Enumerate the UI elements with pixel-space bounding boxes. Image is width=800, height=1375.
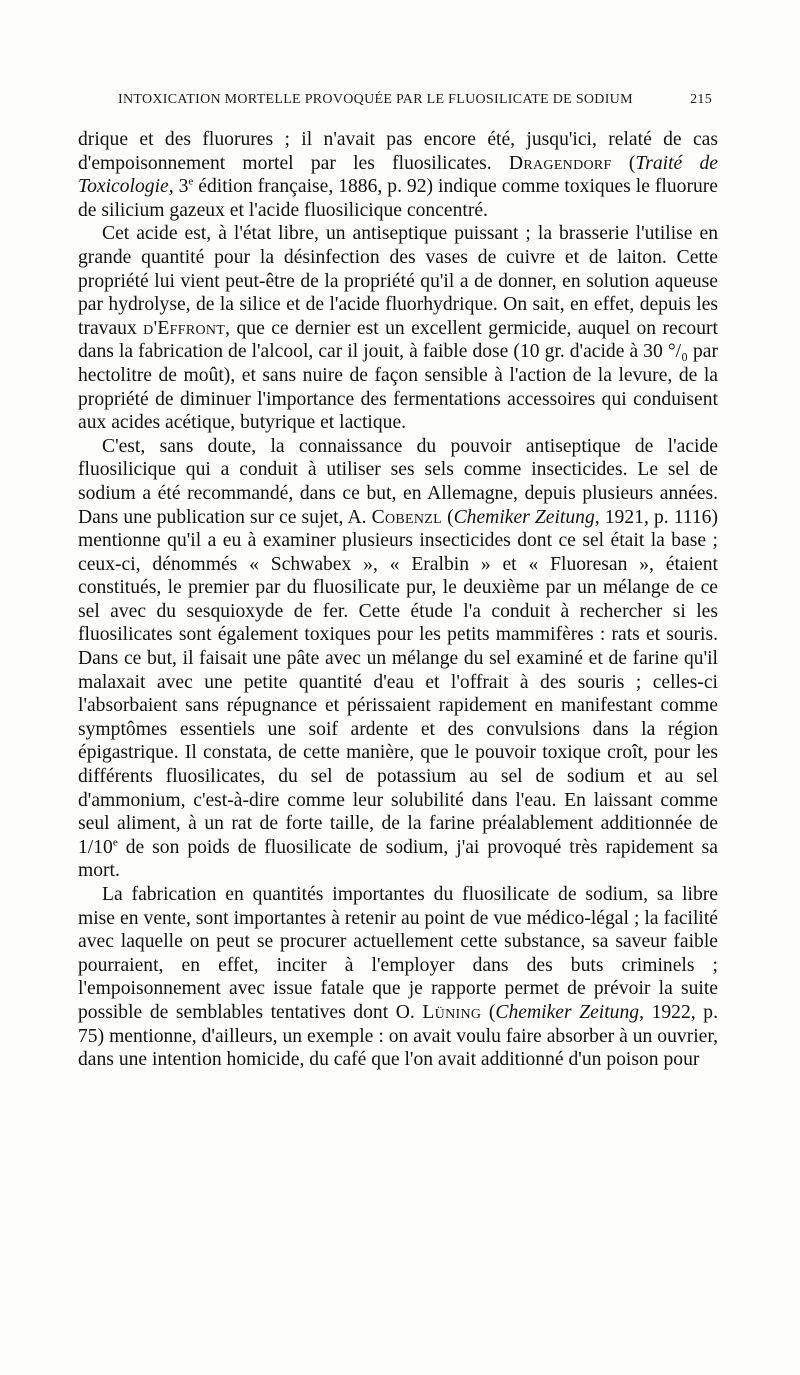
paragraph xyxy=(78,435,718,883)
text-run: , 1921, p. 1116) mentionne qu'il a eu à examiner plusieurs insecticides dont ce sel était la base ; ceux-ci, dénommés « Schwabex », « Eralbin » et « Fluoresan », étaient constitués, le premier par du fluosilicate pur, le deuxième par un mélange de ce sel avec du sesquioxyde de fer. Cette étude l'a conduit à rechercher si les fluosilicates sont également toxiques pour les petits mammifères : rats et souris. Dans ce but, il faisait une pâte avec un mélange du sel examiné et de farine qu'il malaxait avec une petite quantité d'eau et l'offrait à des souris ; celles-ci l'absorbaient sans répugnance et périssaient rapidement en manifestant comme symptômes essentiels une soif ardente et des convulsions dans la région épigastrique. Il constata, de cette manière, que le pouvoir toxique croît, pour les différents fluosilicates, du sel de potassium au sel de sodium et au sel d'ammonium, c'est-à-dire comme leur solubilité dans l'eau. En laissant comme seul aliment, à un rat de forte taille, de la farine préalablement additionnée de 1/10 xyxy=(78,506,718,858)
text-run: C'est, sans doute, la connaissance du pouvoir antiseptique de l'acide fluosilicique qui a conduit à utiliser ses sels comme insecticides. Le sel de sodium a été recommandé, dans ce but, en Allemagne, depuis plusieurs années. Dans une publication sur ce sujet, A. xyxy=(78,435,718,528)
running-head xyxy=(118,92,712,114)
text-run: ( xyxy=(441,506,454,528)
text-run: de son poids de fluosilicate de sodium, j'ai provoqué très rapidement sa mort. xyxy=(78,836,718,882)
text-run: édition française, 1886, p. 92) indique comme toxiques le fluorure de silicium gazeux et l'acide fluosilicique concentré. xyxy=(78,176,718,221)
italic-citation: Chemiker Zeitung xyxy=(453,506,595,528)
author-name: Lüning xyxy=(422,1001,482,1023)
text-run: Cet acide est, à l'état libre, un antiseptique puissant ; la brasserie l'utilise en grande quantité pour la désinfection des vases de cuivre et de laiton. Cette propriété lui vient peut-être de la propriété qu'il a de donner, en solution aqueuse par hydrolyse, de la silice et de l'acide fluorhydrique. On sait, en effet, depuis les travaux xyxy=(78,223,718,339)
author-name: d'Effront xyxy=(143,317,226,339)
text-run: , 3 xyxy=(168,176,189,198)
author-name: Dragendorf xyxy=(508,152,612,174)
text-run: , que ce dernier est un excellent germicide, auquel on recourt dans la fabrication de l'alcool, car il jouit, à faible dose (10 gr. d'acide à 30 °/₀ par hectolitre de moût), et sans nuire de façon sensible à l'action de la levure, de la propriété de diminuer l'importance des fermentations accessoires qui conduisent aux acides acétique, butyrique et lactique. xyxy=(78,317,718,434)
page-number: 215 xyxy=(690,92,712,107)
text-run: , 1922, p. 75) mentionne, d'ailleurs, un exemple : on avait voulu faire absorber à un ouvrier, dans une intention homicide, du café que l'on avait additionné d'un poison pour xyxy=(78,1001,718,1071)
italic-citation: Chemiker Zeitung xyxy=(495,1001,640,1023)
text-run: ( xyxy=(481,1001,496,1023)
superscript: e xyxy=(188,175,194,188)
running-title: INTOXICATION MORTELLE PROVOQUÉE PAR LE FLUOSILICATE DE SODIUM xyxy=(118,92,633,107)
author-name: Cobenzl xyxy=(371,506,442,528)
paragraph xyxy=(78,222,718,434)
text-run: ( xyxy=(611,152,636,174)
paragraph xyxy=(78,128,718,222)
superscript: e xyxy=(112,836,118,849)
text-run: drique et des fluorures ; il n'avait pas encore été, jusqu'ici, relaté de cas d'empoisonnement mortel par les fluosilicates. xyxy=(78,129,718,174)
paragraph xyxy=(78,883,718,1072)
italic-citation: Traité de Toxicologie xyxy=(78,152,718,198)
text-run: La fabrication en quantités importantes du fluosilicate de sodium, sa libre mise en vente, sont importantes à retenir au point de vue médico-légal ; la facilité avec laquelle on peut se procurer actuellement cette substance, sa saveur faible pourraient, en effet, inciter à l'employer dans des buts criminels ; l'empoisonnement avec issue fatale que je rapporte permet de prévoir la suite possible de semblables tentatives dont O. xyxy=(78,884,718,1023)
body-text xyxy=(78,128,718,1072)
